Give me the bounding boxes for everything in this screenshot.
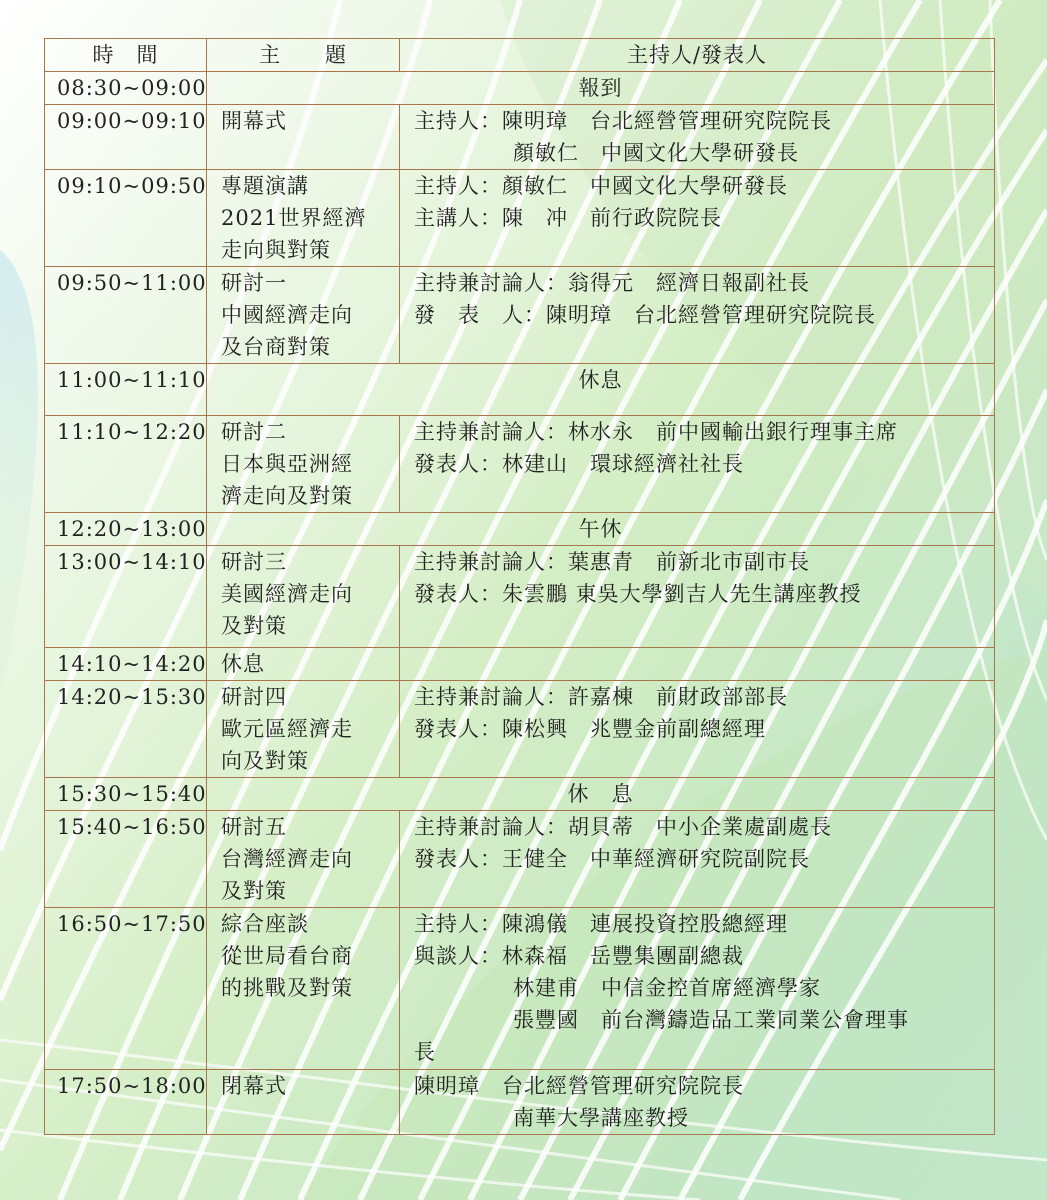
schedule-body	[45, 72, 995, 1135]
schedule-row	[45, 1070, 995, 1135]
host-line: 與談人：林森福 岳豐集團副總裁	[414, 944, 744, 968]
host-cell	[400, 105, 995, 170]
host-line: 主持兼討論人：胡貝蒂 中小企業處副處長	[414, 815, 832, 839]
topic-line: 及對策	[221, 614, 287, 638]
topic-cell	[207, 170, 400, 267]
schedule-table	[44, 38, 995, 1135]
host-line: 南華大學講座教授	[513, 1106, 689, 1130]
host-cell	[400, 681, 995, 778]
host-line: 發表人：王健全 中華經濟研究院副院長	[414, 847, 810, 871]
host-line: 主持兼討論人：許嘉棟 前財政部部長	[414, 685, 788, 709]
schedule-row	[45, 811, 995, 908]
topic-cell	[207, 648, 400, 681]
topic-cell	[207, 908, 400, 1070]
time-cell: 15:30~15:40	[45, 778, 207, 811]
time-cell: 17:50~18:00	[45, 1070, 207, 1135]
host-line: 主持兼討論人：葉惠青 前新北市副市長	[414, 550, 810, 574]
host-cell	[400, 908, 995, 1070]
topic-cell	[207, 811, 400, 908]
host-cell	[400, 811, 995, 908]
topic-cell	[207, 681, 400, 778]
host-line: 發表人：林建山 環球經濟社社長	[414, 452, 744, 476]
topic-line: 休息	[221, 652, 265, 676]
host-cell	[400, 546, 995, 648]
topic-line: 濟走向及對策	[221, 484, 353, 508]
host-line: 主持人：陳鴻儀 連展投資控股總經理	[414, 912, 788, 936]
topic-line: 專題演講	[221, 174, 309, 198]
schedule-row	[45, 267, 995, 364]
schedule-row	[45, 513, 995, 546]
time-cell: 16:50~17:50	[45, 908, 207, 1070]
topic-line: 的挑戰及對策	[221, 976, 353, 1000]
topic-cell	[207, 1070, 400, 1135]
topic-line: 研討四	[221, 685, 287, 709]
time-cell: 13:00~14:10	[45, 546, 207, 648]
time-cell: 14:10~14:20	[45, 648, 207, 681]
topic-line: 開幕式	[221, 109, 287, 133]
topic-line: 美國經濟走向	[221, 582, 353, 606]
header-row	[45, 39, 995, 72]
session-label-cell: 午休	[207, 513, 995, 546]
host-line: 主持兼討論人：翁得元 經濟日報副社長	[414, 271, 810, 295]
time-cell: 09:50~11:00	[45, 267, 207, 364]
topic-line: 閉幕式	[221, 1074, 287, 1098]
schedule-row	[45, 546, 995, 648]
host-cell	[400, 648, 995, 681]
schedule-row	[45, 416, 995, 513]
time-cell: 11:10~12:20	[45, 416, 207, 513]
topic-line: 2021世界經濟	[221, 206, 367, 230]
host-line: 發 表 人：陳明璋 台北經營管理研究院院長	[414, 303, 876, 327]
host-line: 長	[414, 1040, 436, 1064]
topic-line: 歐元區經濟走	[221, 717, 353, 741]
topic-line: 綜合座談	[221, 912, 309, 936]
topic-cell	[207, 546, 400, 648]
header-topic: 主 題	[207, 39, 400, 72]
schedule-row	[45, 170, 995, 267]
schedule-row	[45, 364, 995, 416]
time-cell: 09:00~09:10	[45, 105, 207, 170]
host-line: 顏敏仁 中國文化大學研發長	[513, 141, 799, 165]
header-host: 主持人/發表人	[400, 39, 995, 72]
topic-line: 從世局看台商	[221, 944, 353, 968]
session-label-cell: 休息	[207, 364, 995, 416]
schedule-row	[45, 908, 995, 1070]
host-line: 主持兼討論人：林水永 前中國輸出銀行理事主席	[414, 420, 898, 444]
host-line: 主講人：陳 冲 前行政院院長	[414, 206, 722, 230]
host-line: 林建甫 中信金控首席經濟學家	[513, 976, 821, 1000]
session-label-cell: 報到	[207, 72, 995, 105]
topic-line: 研討一	[221, 271, 287, 295]
time-cell: 12:20~13:00	[45, 513, 207, 546]
time-cell: 15:40~16:50	[45, 811, 207, 908]
host-line: 主持人：顏敏仁 中國文化大學研發長	[414, 174, 788, 198]
topic-line: 研討三	[221, 550, 287, 574]
host-line: 發表人：陳松興 兆豐金前副總經理	[414, 717, 766, 741]
host-cell	[400, 1070, 995, 1135]
topic-cell	[207, 267, 400, 364]
topic-line: 及台商對策	[221, 335, 331, 359]
session-label-cell: 休 息	[207, 778, 995, 811]
host-line: 陳明璋 台北經營管理研究院院長	[414, 1074, 744, 1098]
host-cell	[400, 267, 995, 364]
time-cell: 11:00~11:10	[45, 364, 207, 416]
schedule-row	[45, 72, 995, 105]
host-line: 發表人：朱雲鵬 東吳大學劉吉人先生講座教授	[414, 582, 862, 606]
host-cell	[400, 416, 995, 513]
host-cell	[400, 170, 995, 267]
topic-line: 研討二	[221, 420, 287, 444]
topic-line: 向及對策	[221, 749, 309, 773]
topic-line: 及對策	[221, 879, 287, 903]
time-cell: 14:20~15:30	[45, 681, 207, 778]
host-line: 張豐國 前台灣鑄造品工業同業公會理事	[513, 1008, 909, 1032]
topic-line: 台灣經濟走向	[221, 847, 353, 871]
topic-line: 中國經濟走向	[221, 303, 353, 327]
schedule-row	[45, 681, 995, 778]
host-line: 主持人：陳明璋 台北經營管理研究院院長	[414, 109, 832, 133]
header-time: 時 間	[45, 39, 207, 72]
schedule-row	[45, 648, 995, 681]
topic-cell	[207, 416, 400, 513]
topic-line: 走向與對策	[221, 238, 331, 262]
time-cell: 08:30~09:00	[45, 72, 207, 105]
topic-cell	[207, 105, 400, 170]
topic-line: 日本與亞洲經	[221, 452, 353, 476]
schedule-row	[45, 778, 995, 811]
schedule-row	[45, 105, 995, 170]
time-cell: 09:10~09:50	[45, 170, 207, 267]
topic-line: 研討五	[221, 815, 287, 839]
